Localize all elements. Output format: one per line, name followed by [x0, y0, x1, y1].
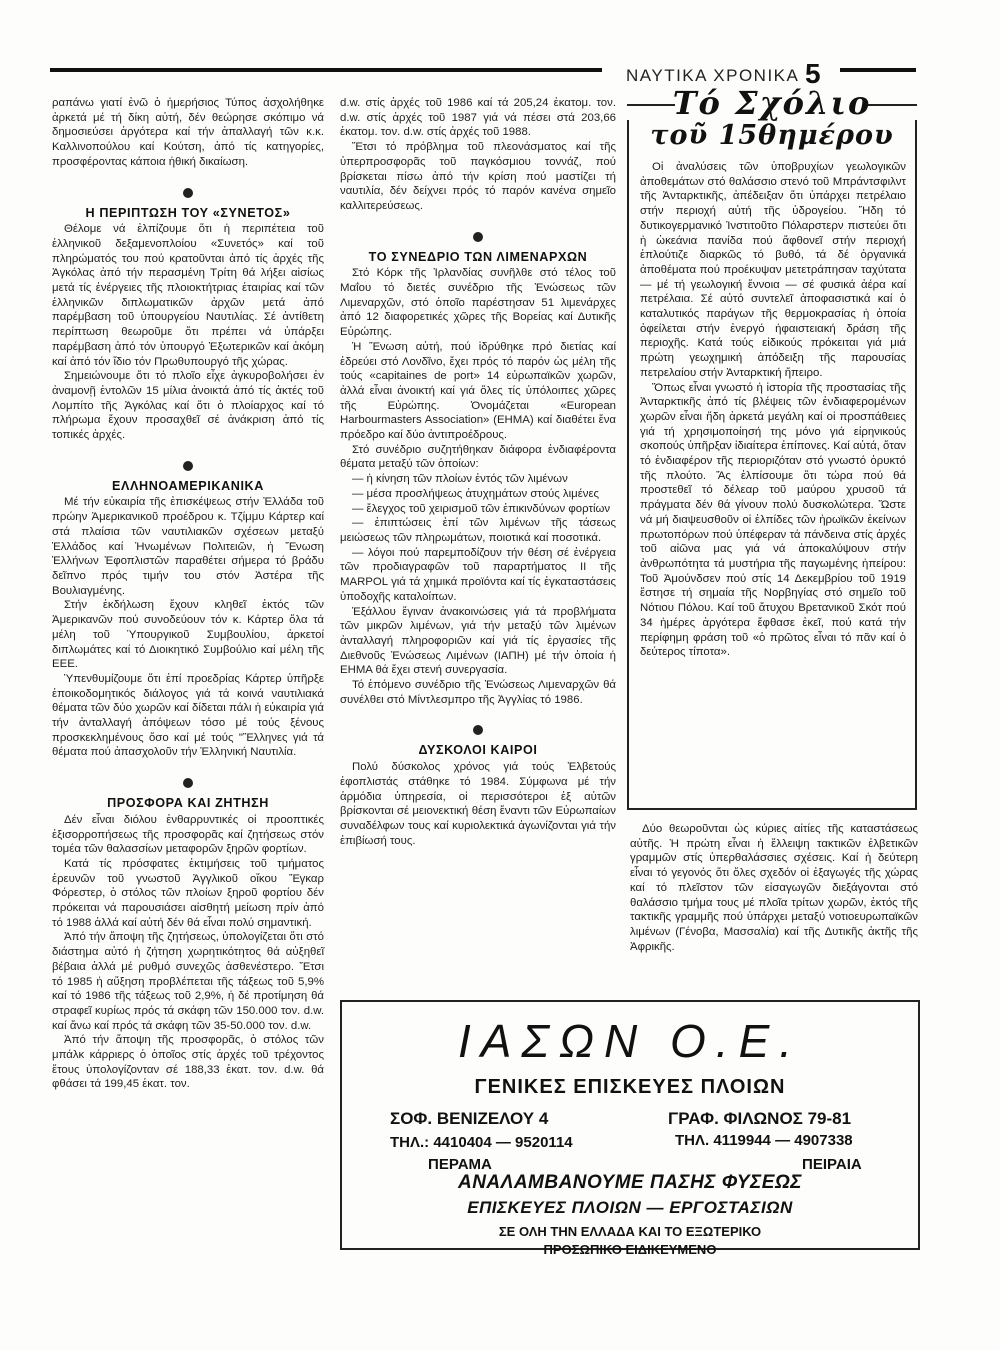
column-2	[340, 96, 616, 848]
ad-service: ΓΕΝΙΚΕΣ ΕΠΙΣΚΕΥΕΣ ΠΛΟΙΩΝ	[474, 1076, 786, 1098]
ad-left-city: ΠΕΡΑΜΑ	[428, 1156, 492, 1173]
list-item: — λόγοι πού παρεμποδίζουν τήν θέση σέ ἐνέργεια τῶν προδιαγραφῶν τοῦ παραρτήματος II τῆς MARPOL γιά τά χημικά προϊόντα καί τίς ἐγκαταστάσεις ὑποδοχῆς καταλοίπων.	[340, 546, 616, 603]
list-item: — μέσα προσλήψεως ἀτυχημάτων στούς λιμένες	[352, 487, 600, 500]
ad-company-name: ΙΑΣΩΝ Ο.Ε.	[457, 1015, 803, 1067]
ad-right-city: ΠΕΙΡΑΙΑ	[802, 1156, 862, 1173]
article-paragraph: Ἀπό τήν ἄποψη τῆς ζητήσεως, ὑπολογίζεται ὅτι στό διάστημα αὐτό ἡ ζήτηση χωρητικότητος θά αὐξηθεῖ βέβαια ἀλλά μέ ρυθμό συνεχῶς ἀσθενέστερο. Ἔτσι τό 1985 ἡ αὔξηση προβλέπεται τῆς τάξεως τοῦ 5,9% καί τό 1986 τῆς τάξεως τοῦ 2,9%, ἡ δέ προτίμηση θά στραφεῖ κυρίως πρός τά σκάφη τῶν 150.000 τον. d.w. καί ἄνω καί πρός τά σκάφη τῶν 35-50.000 τον. d.w.	[52, 931, 324, 1032]
section-bullet-icon	[183, 461, 193, 471]
ad-footer-2: ΠΡΟΣΩΠΙΚΟ ΕΙΔΙΚΕΥΜΕΝΟ	[543, 1242, 717, 1257]
ad-slogan-2: ΕΠΙΣΚΕΥΕΣ ΠΛΟΙΩΝ — ΕΡΓΟΣΤΑΣΙΩΝ	[467, 1198, 793, 1217]
section-bullet-icon	[473, 232, 483, 242]
article-paragraph: Θέλομε νά ἐλπίζουμε ὅτι ἡ περιπέτεια τοῦ ἑλληνικοῦ δεξαμενοπλοίου «Συνετός» καί τοῦ πληρώματός του πού κρατοῦνται ἀπό τίς ἀρχές τῆς Ἀγκόλας ἀπό τήν περασμένη Τρίτη θά λήξει αἰσίως μετά τίς ἐνέργειες τῆς πλοιοκτήτριας ἑταιρίας καί τῶν ἑλληνικῶν διπλωματικῶν ἀρχῶν μετά ἀπό παρέμβαση τοῦ ὑπουργείου Ναυτιλίας. Σέ ἀντίθετη περίπτωση θεωροῦμε ὅτι πρέπει νά ὑπάρξει παρέμβαση ἀπό τόν ὑπουργό Ἐξωτερικῶν καί ἀκόμη καί ἀπό τόν ἴδιο τόν Πρωθυπουργό τῆς χώρας.	[52, 223, 324, 368]
ad-left-phone: ΤΗΛ.: 4410404 — 9520114	[390, 1134, 573, 1151]
list-item: — ἐπιπτώσεις ἐπί τῶν λιμένων τῆς τάσεως μειώσεως τῶν πληρωμάτων, ποιοτικά καί ποσοτικά.	[340, 517, 616, 544]
section-title-harbourmasters: ΤΟ ΣΥΝΕΔΡΙΟ ΤΩΝ ΛΙΜΕΝΑΡΧΩΝ	[368, 249, 588, 264]
publication-name: ΝΑΥΤΙΚΑ ΧΡΟΝΙΚΑ	[626, 66, 800, 85]
section-bullet-icon	[183, 188, 193, 198]
editorial-title-line1: Τό Σχόλιο	[672, 84, 872, 122]
ad-right-phone: ΤΗΛ. 4119944 — 4907338	[675, 1132, 853, 1149]
article-paragraph: Στήν ἐκδήλωση ἔχουν κληθεῖ ἐκτός τῶν Ἀμερικανῶν πού συνοδεύουν τόν κ. Κάρτερ ὅλα τά μέλη τοῦ Ὑπουργικοῦ Συμβουλίου, ἀρκετοί διπλωμάτες καί τό Διοικητικό Συμβούλιο καί μέλη τῆς ΕΕΕ.	[52, 599, 324, 671]
editorial-paragraph: Ὅπως εἶναι γνωστό ἡ ἱστορία τῆς προστασίας τῆς Ἀνταρκτικῆς ἀπό τίς βλέψεις τῶν ἐνδιαφερομένων χωρῶν εἶναι ἤδη ἀρκετά μεγάλη καί οἱ προσπάθειες γιά τή χρησιμοποίησή της μόνο γιά εἰρηνικούς σκοπούς ὑπῆρξαν ἰδιαίτερα ἐπίπονες. Καί αὐτά, ὅταν τό ἐνδιαφέρον τῆς περιοριζόταν στό γνωστό ὀρυκτό τῆς πλούτο. Ἄς ἐλπίσουμε ὅτι τώρα πού θά προστεθεῖ τό δέλεαρ τοῦ μαύρου χρυσοῦ τά πράγματα δέν θά γίνουν πολύ δυσκολώτερα. Ὥστε νά μή διαψευσθοῦν οἱ ἐλπίδες τῶν ἡρωϊκῶν ἐκείνων πρωτοπόρων πού ὑπέφεραν τά πάνδεινα στίς ἀρχές τοῦ αἰῶνα μας γιά νά ἀποκαλύψουν στήν ἀνθρωπότητα τά μυστήρια τῆς παγωμένης ἠπείρου: Τοῦ Ἀμούνδσεν πού στίς 14 Δεκεμβρίου τοῦ 1919 ἔστησε τή σημαία τῆς Νορβηγίας στό σημεῖο τοῦ Νότιου Πόλου. Καί τοῦ ἄτυχου Βρετανικοῦ Σκότ πού 34 ἡμέρες ἀργότερα ἔφθασε ἐκεῖ, πού κατά τήν περίφημη φράση τοῦ «ὁ πρῶτος εἶναι τό πᾶν καί ὁ δεύτερος τίποτα».	[640, 381, 906, 659]
section-title-greek-american: ΕΛΛΗΝΟΑΜΕΡΙΚΑΝΙΚΑ	[112, 478, 264, 493]
article-paragraph: Στό Κόρκ τῆς Ἰρλανδίας συνῆλθε στό τέλος τοῦ Μαΐου τό διετές συνέδριο τῆς Ἑνώσεως τῶν Λιμεναρχῶν, στό ὁποῖο παρέστησαν 51 λιμενάρχες ἀπό 12 διαφορετικές χῶρες τῆς Βορείας καί Δυτικῆς Εὐρώπης.	[340, 267, 616, 339]
advertisement-iason	[340, 1000, 920, 1257]
editorial-body	[640, 160, 906, 660]
section-bullet-icon	[183, 778, 193, 788]
ad-left-address: ΣΟΦ. ΒΕΝΙΖΕΛΟΥ 4	[390, 1109, 549, 1128]
article-paragraph: Στό συνέδριο συζητήθηκαν διάφορα ἐνδιαφέροντα θέματα μεταξύ τῶν ὁποίων:	[340, 443, 616, 471]
topic-list	[340, 472, 616, 604]
column-3-continuation	[630, 822, 918, 954]
article-paragraph: d.w. στίς ἀρχές τοῦ 1986 καί τά 205,24 ἑκατομ. τον. d.w. στίς ἀρχές τοῦ 1987 γιά νά πέσει στά 203,66 ἑκατομ. τον. d.w. στίς ἀρχές τοῦ 1988.	[340, 97, 616, 139]
article-paragraph: Ἔτσι τό πρόβλημα τοῦ πλεονάσματος καί τῆς ὑπερπροσφορᾶς τοῦ παγκόσμιου τοννάζ, πού βρίσκεται πίσω ἀπό τήν κρίση πού μαστίζει τή ναυτιλία, δέν δείχνει πρός τό παρόν κανένα σημεῖο καλλιτερεύσεως.	[340, 141, 616, 212]
header-rule-left	[50, 68, 602, 72]
header-rule-right	[840, 68, 916, 72]
editorial-paragraph: Οἱ ἀναλύσεις τῶν ὑποβρυχίων γεωλογικῶν ἀποθεμάτων στό θαλάσσιο στενό τοῦ Μπράντσφιλντ τῆς Ἀνταρκτικῆς, ἀπέδειξαν ὅτι ὑπάρχει πετρέλαιο στήν περιοχή αὐτή τῆς ὑδρογείου. Ἤδη τό δυτικογερμανικό Ἰνστιτοῦτο Πόλαρστερν πιστεύει ὅτι ἡ ὠκεάνια πανίδα πού ἄφθονεῖ στήν περιοχή ἐπλούτιζε διαρκῶς τό βυθό, τά δέ ὀργανικά ἀποθέματα πού προέκυψαν μετετράπησαν ταχύτατα — μέ τή γεωλογική ἔννοια — σέ φυσικά ἀέρα καί πετρέλαια. Σέ αὐτό συντελεῖ ἀποφασιστικά καί ὁ καταλυτικός παράγων τῆς θερμοκρασίας ἡ ὁποία ὀφείλεται στήν ἐνεργό ἡφαιστειακή δράση τῆς περιοχῆς. Κατά τούς εἰδικούς πρόκειται γιά μιά πρώτη γεωχημική ἀπόδειξη τῆς παρουσίας πετρελαίου στήν Ἀνταρκτική ἤπειρο.	[640, 161, 906, 379]
ad-footer-1: ΣΕ ΟΛΗ ΤΗΝ ΕΛΛΑΔΑ ΚΑΙ ΤΟ ΕΞΩΤΕΡΙΚΟ	[498, 1224, 762, 1239]
article-paragraph: Δύο θεωροῦνται ὡς κύριες αἰτίες τῆς καταστάσεως αὐτῆς. Ἡ πρώτη εἶναι ἡ ἔλλειψη τακτικῶν ἐλβετικῶν γραμμῶν στίς ὑπερθαλάσσιες σχέσεις. Καί ἡ δεύτερη εἶναι τό γεγονός ὅτι ὅλες σχεδόν οἱ ἐξαγωγές τῆς χώρας καί τό πλεῖστον τῶν εἰσαγωγῶν διεξάγονται στό θαλάσσιο τμήμα τους μέ πλοῖα τρίτων χωρῶν, ἐκτός τῆς τακτικῆς γραμμῆς πού ὑπάρχει μεταξύ νοτιοευρωπαϊκῶν λιμένων (Γένοβα, Μασσαλία) καί τῆς Δυτικῆς ἀκτῆς τῆς Ἀφρικῆς.	[630, 823, 918, 953]
editorial-title	[627, 86, 917, 152]
article-paragraph: Ἀπό τήν ἄποψη τῆς προσφορᾶς, ὁ στόλος τῶν μπάλκ κάρριερς ὁ ὁποῖος στίς ἀρχές τοῦ τρέχοντος ἔτους ὑπολογίζονταν σέ 188,33 ἑκατ. τον. d.w. θά φθάσει τά 199,45 ἑκατ. τον.	[52, 1034, 324, 1091]
section-title-supply-demand: ΠΡΟΣΦΟΡΑ ΚΑΙ ΖΗΤΗΣΗ	[107, 796, 269, 811]
col1-intro: ραπάνω γιατί ἐνῶ ὁ ἡμερήσιος Τύπος ἀσχολήθηκε ἀρκετά μέ τή δίκη αὐτή, δέν θεώρησε σκόπιμο νά δημοσιεύσει ἀργότερα καί τήν ἀπαλλαγή τῶν κ.κ. Καλλινοπούλου καί Κούτση, ἀπό τίς κατηγορίες, προσφέροντας κάποια ἠθική δικαίωση.	[52, 97, 324, 168]
list-item: — ἔλεγχος τοῦ χειρισμοῦ τῶν ἐπικινδύνων φορτίων	[352, 502, 611, 515]
article-paragraph: Μέ τήν εὐκαιρία τῆς ἐπισκέψεως στήν Ἑλλάδα τοῦ πρώην Ἀμερικανικοῦ προέδρου κ. Τζίμμυ Κάρτερ καί στά πλαίσια τῶν ναυτιλιακῶν σχέσεων μεταξύ Ἑλλάδος καί Ἡνωμένων Πολιτειῶν, ἡ Ἕνωση Ἑλλήνων Ἐφοπλιστῶν παραθέτει σήμερα τό βράδυ δεῖπνο πρός τιμήν του στόν Ἀστέρα τῆς Βουλιαγμένης.	[52, 496, 324, 597]
section-title-synetos: Η ΠΕΡΙΠΤΩΣΗ ΤΟΥ «ΣΥΝΕΤΟΣ»	[85, 205, 291, 220]
article-paragraph: Τό ἑπόμενο συνέδριο τῆς Ἑνώσεως Λιμεναρχῶν θά συνέλθει στό Μίντλεσμπρο τῆς Ἀγγλίας τό 1986.	[340, 679, 616, 706]
article-paragraph: Ὑπενθυμίζουμε ὅτι ἐπί προεδρίας Κάρτερ ὑπῆρξε ἐποικοδομητικός διάλογος γιά τά κοινά ναυτιλιακά θέματα τῶν δύο χωρῶν καί δίδεται πάλι ἡ εὐκαιρία γιά τήν ἀνταλλαγή ἀπόψεων τόσο μέ τούς ξένους προσκεκλημένους ὅσο καί μέ τούς "Ἕλληνες γιά τά θέματα πού ἀπασχολοῦν τήν Ἑλληνική Ναυτιλία.	[52, 672, 324, 759]
section-title-hard-times: ΔΥΣΚΟΛΟΙ ΚΑΙΡΟΙ	[418, 743, 538, 758]
column-1	[52, 96, 324, 1092]
section-bullet-icon	[473, 725, 483, 735]
list-item: — ἡ κίνηση τῶν πλοίων ἐντός τῶν λιμένων	[352, 473, 568, 486]
article-paragraph: Ἐξάλλου ἔγιναν ἀνακοινώσεις γιά τά προβλήματα τῶν μικρῶν λιμένων, γιά τήν μεταξύ τῶν λιμένων ἀνταλλαγή πληροφοριῶν καί γιά τίς ἐργασίες τῆς Διεθνοῦς Ἑνώσεως Λιμένων (IAПH) μέ τήν ὁποία ἡ EHMA θά ἔχει στενή συνεργασία.	[340, 605, 616, 677]
editorial-title-line2: τοῦ 15θημέρου	[650, 120, 894, 151]
article-paragraph: Σημειώνουμε ὅτι τό πλοῖο εἶχε ἀγκυροβολήσει ἐν ἀναμονῇ ἐντολῶν 15 μίλια ἀνοικτά ἀπό τίς ἀκτές τοῦ Λομπίτο τῆς Ἀγκόλας καί ὅτι ὁ πλοίαρχος καί τό πλήρωμα ἔχουν προσαχθεῖ σέ ἀνάκριση ἀπό τίς τοπικές ἀρχές.	[52, 370, 324, 442]
article-paragraph: Κατά τίς πρόσφατες ἐκτιμήσεις τοῦ τμήματος ἐρευνῶν τοῦ γνωστοῦ Ἀγγλικοῦ οἴκου Ἔγκαρ Φόρεστερ, ὁ στόλος τῶν πλοίων ξηροῦ φορτίου δέν πρόκειται νά παρουσιάσει αἰσθητή μείωση πρίν ἀπό τό 1988 ἀλλά καί αὐτή δέν θά εἶναι πολύ σημαντική.	[52, 857, 324, 929]
ad-slogan-1: ΑΝΑΛΑΜΒΑΝΟΥΜΕ ΠΑΣΗΣ ΦΥΣΕΩΣ	[457, 1172, 802, 1193]
article-paragraph: Δέν εἶναι διόλου ἐνθαρρυντικές οἱ προοπτικές ἐξισορροπήσεως τῆς προσφορᾶς καί ζητήσεως στόν τομέα τῶν θαλασσίων μεταφορῶν ξηρῶν φορτίων.	[52, 813, 324, 856]
ad-right-address: ΓΡΑΦ. ΦΙΛΩΝΟΣ 79-81	[668, 1109, 852, 1128]
page-number: 5	[805, 58, 821, 89]
article-paragraph: Πολύ δύσκολος χρόνος γιά τούς Ἐλβετούς ἐφοπλιστάς στάθηκε τό 1984. Σύμφωνα μέ τήν ἁρμόδια ὑπηρεσία, οἱ περισσότεροι ἐξ αὐτῶν βρίσκονται σέ μειονεκτική θέση ἔναντι τῶν Εὐρωπαίων συναδέλφων τους καί κυριολεκτικά ἀγωνίζονται γιά τήν ἐπιβίωσή τους.	[340, 761, 616, 847]
article-paragraph: Ἡ Ἕνωση αὐτή, πού ἱδρύθηκε πρό διετίας καί ἑδρεύει στό Λονδῖνο, ἔχει πρός τό παρόν ὡς μέλη τῆς τούς «capitaines de port» 14 εὐρωπαϊκῶν χωρῶν, ἀλλά εἶναι ἀνοικτή καί γιά ὅλες τίς ὑπόλοιπες χῶρες τῆς Εὐρώπης. Ὀνομάζεται «European Harbourmasters Association» (EHMA) καί διαθέτει ἕνα πρόεδρο καί δύο ἀντιπροέδρους.	[340, 340, 616, 442]
